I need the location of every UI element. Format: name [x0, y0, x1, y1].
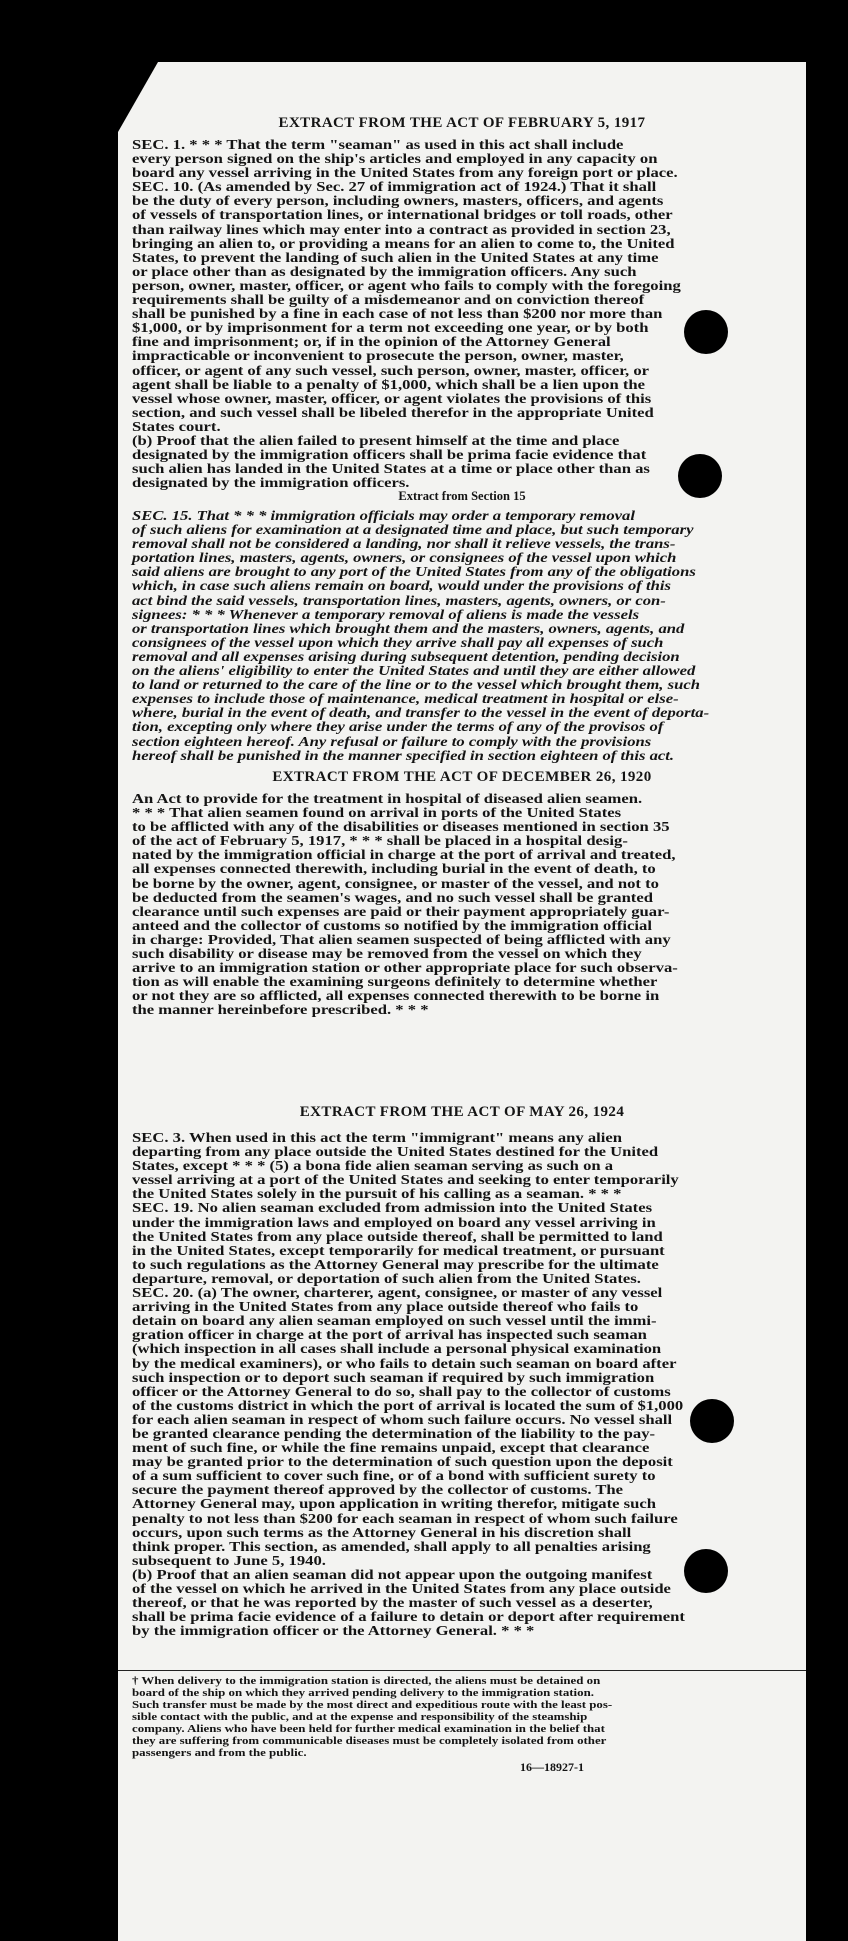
text-line: said aliens are brought to any port of the United States from any of the obligations	[132, 565, 696, 580]
text-line: (b) Proof that the alien failed to present himself at the time and place	[132, 433, 620, 448]
text-line: SEC. 20. (a) The owner, charterer, agent, consignee, or master of any vessel	[132, 1286, 663, 1301]
text-line: requirements shall be guilty of a misdemeanor and on conviction thereof	[132, 293, 645, 308]
text-line: arrive to an immigration station or other appropriate place for such observa-	[132, 961, 678, 976]
text-line: section, and such vessel shall be libeled therefor in the appropriate United	[132, 405, 654, 420]
text-line: secure the payment thereof approved by the collector of customs. The	[132, 1483, 624, 1498]
text-line: gration officer in charge at the port of arrival has inspected such seaman	[132, 1328, 647, 1343]
text-line: vessel whose owner, master, officer, or agent violates the provisions of this	[132, 391, 652, 406]
text-line: portation lines, masters, agents, owners, or consignees of the vessel upon which	[132, 551, 677, 566]
text-line: of the vessel on which he arrived in the United States from any place outside	[132, 1582, 671, 1596]
punch-hole-2	[678, 454, 722, 498]
text-line: hereof shall be punished in the manner specified in section eighteen of this act.	[132, 748, 675, 763]
text-line: or not they are so afflicted, all expenses connected therewith to be borne in	[132, 989, 660, 1004]
text-line: officer or the Attorney General to do so, shall pay to the collector of customs	[132, 1384, 671, 1399]
text-line: every person signed on the ship's articles and employed in any capacity on	[132, 152, 658, 167]
text-line: in charge: Provided, That alien seamen suspected of being afflicted with any	[132, 932, 671, 947]
text-line: occurs, upon such terms as the Attorney General in his discretion shall	[132, 1525, 632, 1540]
text-line: tion as will enable the examining surgeons definitely to determine whether	[132, 975, 658, 990]
text-line: shall be prima facie evidence of a failure to detain or deport after requirement	[132, 1610, 685, 1625]
text-block-section-15	[118, 509, 806, 763]
text-line: of a sum sufficient to cover such fine, or of a bond with sufficient surety to	[132, 1469, 656, 1484]
text-line: of the act of February 5, 1917, * * * shall be placed in a hospital desig-	[132, 834, 628, 849]
text-line: in the United States, except temporarily for medical treatment, or pursuant	[132, 1243, 665, 1258]
text-line: Attorney General may, upon application in writing therefor, mitigate such	[132, 1497, 657, 1512]
text-line: to such regulations as the Attorney General may prescribe for the ultimate	[132, 1257, 659, 1272]
text-line: think proper. This section, as amended, shall apply to all penalties arising	[132, 1539, 651, 1554]
text-line: arriving in the United States from any place outside thereof who fails to	[132, 1300, 639, 1315]
text-line: of vessels of transportation lines, or international bridges or toll roads, other	[132, 208, 673, 223]
text-line: person, owner, master, officer, or agent who fails to comply with the foregoing	[132, 278, 681, 293]
text-line: anteed and the collector of customs so notified by the immigration official	[132, 918, 652, 933]
text-line: departure, removal, or deportation of such alien from the United States.	[132, 1271, 641, 1286]
text-line: may be granted prior to the determination of such question upon the deposit	[132, 1455, 673, 1470]
text-line: which, in case such aliens remain on board, would under the provisions of this	[132, 579, 671, 594]
text-line: of such aliens for examination at a designated time and place, but such temporary	[132, 523, 694, 538]
text-line: act bind the said vessels, transportation lines, masters, agents, owners, or con-	[132, 593, 666, 608]
text-line: be granted clearance pending the determination of the liability to the pay-	[132, 1426, 656, 1441]
text-line: shall be punished by a fine in each case of not less than $200 nor more than	[132, 307, 663, 322]
heading-act-1920: EXTRACT FROM THE ACT OF DECEMBER 26, 1920	[272, 769, 652, 785]
footnote	[118, 1676, 806, 1760]
text-line: such disability or disease may be removed from the vessel on which they	[132, 947, 642, 962]
text-line: consignees of the vessel upon which they arrive shall pay all expenses of such	[132, 635, 664, 650]
text-line: (b) Proof that an alien seaman did not appear upon the outgoing manifest	[132, 1567, 653, 1582]
text-line: penalty to not less than $200 for each seaman in respect of whom such failure	[132, 1511, 678, 1526]
text-line: expenses to include those of maintenance, medical treatment in hospital or else-	[132, 692, 679, 707]
text-line: such alien has landed in the United States at a time or place other than as	[132, 462, 650, 477]
text-line: clearance until such expenses are paid or their payment appropriately guar-	[132, 904, 670, 919]
text-line: all expenses connected therewith, including burial in the event of death, to	[132, 862, 656, 877]
text-line: section eighteen hereof. Any refusal or failure to comply with the provisions	[132, 734, 652, 749]
text-line: $1,000, or by imprisonment for a term not exceeding one year, or by both	[132, 321, 649, 336]
text-line: where, burial in the event of death, and transfer to the vessel in the event of deporta-	[132, 706, 710, 721]
text-line: designated by the immigration officers.	[132, 476, 410, 491]
text-line: board any vessel arriving in the United States from any foreign port or place.	[132, 166, 678, 181]
footnote-rule	[118, 1670, 806, 1671]
text-line: board of the ship on which they arrived pending delivery to the immigration station.	[132, 1688, 594, 1699]
text-line: than railway lines which may enter into a contract as provided in section 23,	[132, 222, 671, 237]
text-line: * * * That alien seamen found on arrival in ports of the United States	[132, 806, 622, 821]
text-line: impracticable or inconvenient to prosecute the person, owner, master,	[132, 349, 624, 364]
text-line: † When delivery to the immigration station is directed, the aliens must be detained on	[132, 1676, 601, 1687]
text-line: of the customs district in which the port of arrival is located the sum of $1,000	[132, 1398, 684, 1413]
text-line: passengers and from the public.	[132, 1748, 307, 1759]
text-line: agent shall be liable to a penalty of $1,000, which shall be a lien upon the	[132, 377, 646, 392]
text-block-1920	[118, 792, 806, 1018]
text-line: on the aliens' eligibility to enter the United States and until they are either allowed	[132, 664, 696, 679]
text-line: under the immigration laws and employed on board any vessel arriving in	[132, 1215, 656, 1230]
text-line: officer, or agent of any such vessel, such person, owner, master, officer, or	[132, 363, 650, 378]
text-line: Such transfer must be made by the most direct and expeditious route with the least pos-	[132, 1700, 613, 1711]
form-code: 16—18927-1	[520, 1760, 584, 1774]
text-line: or transportation lines which brought them and the masters, owners, agents, and	[132, 621, 685, 636]
text-line: designated by the immigration officers shall be prima facie evidence that	[132, 448, 647, 463]
text-line: to be afflicted with any of the disabilities or diseases mentioned in section 35	[132, 820, 670, 835]
text-line: the United States from any place outside thereof, shall be permitted to land	[132, 1229, 663, 1244]
text-line: ment of such fine, or while the fine remains unpaid, except that clearance	[132, 1441, 650, 1456]
text-line: to land or returned to the care of the line or to the vessel which brought them, such	[132, 678, 700, 693]
text-line: company. Aliens who have been held for further medical examination in the belief that	[132, 1724, 605, 1735]
text-line: subsequent to June 5, 1940.	[132, 1553, 326, 1568]
text-line: vessel arriving at a port of the United States and seeking to enter temporarily	[132, 1173, 679, 1188]
text-line: thereof, or that he was reported by the master of such vessel as a deserter,	[132, 1596, 653, 1611]
text-line: An Act to provide for the treatment in hospital of diseased alien seamen.	[132, 792, 643, 806]
heading-act-1917: EXTRACT FROM THE ACT OF FEBRUARY 5, 1917	[278, 115, 646, 131]
text-line: by the immigration officer or the Attorney General. * * *	[132, 1624, 535, 1639]
punch-hole-3	[690, 1399, 734, 1443]
text-line: or place other than as designated by the immigration officers. Any such	[132, 264, 637, 279]
text-line: departing from any place outside the United States destined for the United	[132, 1145, 659, 1160]
text-line: sible contact with the public, and at the expense and responsibility of the steamship	[132, 1712, 588, 1723]
document-page	[118, 62, 806, 1941]
text-line: be borne by the owner, agent, consignee, or master of the vessel, and not to	[132, 876, 659, 891]
text-line: they are suffering from communicable diseases must be completely isolated from other	[132, 1736, 607, 1747]
text-line: SEC. 19. No alien seaman excluded from admission into the United States	[132, 1201, 653, 1216]
text-line: SEC. 3. When used in this act the term "immigrant" means any alien	[132, 1131, 623, 1145]
text-line: by the medical examiners), or who fails to detain such seaman on board after	[132, 1356, 677, 1371]
text-line: SEC. 1. * * * That the term "seaman" as used in this act shall include	[132, 138, 624, 152]
text-line: States, except * * * (5) a bona fide alien seaman serving as such on a	[132, 1159, 614, 1174]
text-line: such inspection or to deport such seaman if required by such immigration	[132, 1370, 655, 1385]
text-line: nated by the immigration official in charge at the port of arrival and treated,	[132, 848, 676, 863]
text-line: the manner hereinbefore prescribed. * * *	[132, 1003, 429, 1018]
text-line: bringing an alien to, or providing a means for an alien to come to, the United	[132, 236, 675, 251]
text-line: tion, excepting only where they arise under the terms of any of the provisos of	[132, 720, 664, 735]
punch-hole-4	[684, 1549, 728, 1593]
text-line: the United States solely in the pursuit of his calling as a seaman. * * *	[132, 1187, 622, 1202]
text-line: signees: * * * Whenever a temporary removal of aliens is made the vessels	[132, 607, 640, 622]
text-line: States, to prevent the landing of such alien in the United States at any time	[132, 250, 659, 265]
text-line: for each alien seaman in respect of whom such failure occurs. No vessel shall	[132, 1412, 673, 1427]
text-line: SEC. 15. That * * * immigration officials may order a temporary removal	[132, 509, 635, 523]
punch-hole-1	[684, 310, 728, 354]
text-line: SEC. 10. (As amended by Sec. 27 of immigration act of 1924.) That it shall	[132, 180, 657, 195]
text-line: detain on board any alien seaman employed on such vessel until the immi-	[132, 1314, 657, 1329]
text-line: be the duty of every person, including owners, masters, officers, and agents	[132, 194, 664, 209]
text-line: removal shall not be considered a landing, nor shall it relieve vessels, the trans-	[132, 537, 676, 552]
text-line: removal and all expenses arising during subsequent detention, pending decision	[132, 649, 680, 664]
text-line: States court.	[132, 419, 221, 434]
heading-act-1924: EXTRACT FROM THE ACT OF MAY 26, 1924	[299, 1104, 625, 1120]
text-line: (which inspection in all cases shall include a personal physical examination	[132, 1342, 662, 1357]
text-line: fine and imprisonment; or, if in the opinion of the Attorney General	[132, 335, 611, 350]
subheading-section-15: Extract from Section 15	[398, 489, 526, 503]
text-line: be deducted from the seamen's wages, and no such vessel shall be granted	[132, 890, 653, 905]
